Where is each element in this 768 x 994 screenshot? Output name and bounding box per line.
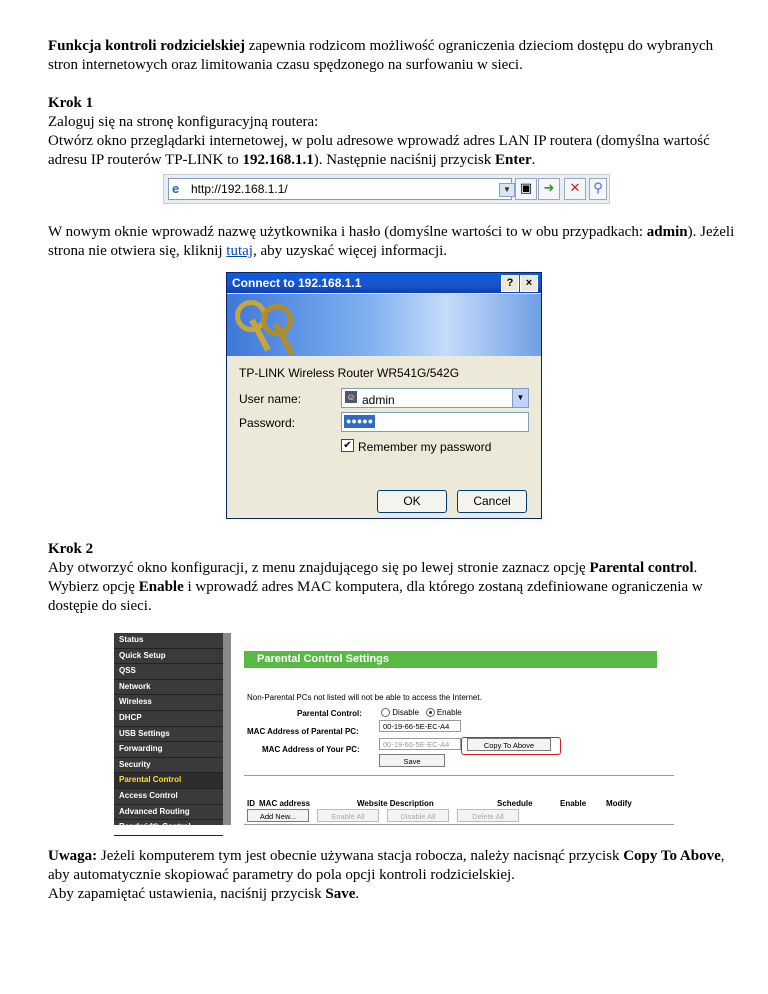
go-arrow-icon[interactable]: ➜ (538, 178, 560, 200)
help-link[interactable]: tutaj (226, 243, 253, 259)
divider (244, 775, 674, 776)
disable-label: Disable (392, 708, 419, 717)
address-field[interactable] (168, 178, 512, 200)
search-icon[interactable]: ⚲ (589, 178, 607, 200)
menu-item-security[interactable]: Security (114, 758, 223, 774)
step1-heading: Krok 1 (48, 95, 94, 111)
step1-ip: 192.168.1.1 (242, 152, 314, 168)
password-label: Password: (239, 416, 296, 430)
menu-item-network[interactable]: Network (114, 680, 223, 696)
ok-button[interactable]: OK (377, 490, 447, 513)
step1-line2a: Otwórz okno przeglądarki internetowej, w polu adresowe wprowadź adres LAN IP routera (domyślna wartość adresu IP routerów TP-LINK to (48, 133, 710, 168)
mac-parent-label: MAC Address of Parental PC: (247, 727, 359, 736)
step1-line2c: . (531, 152, 536, 168)
col-website-description: Website Description (357, 799, 434, 808)
disable-all-button: Disable All (387, 809, 449, 822)
router-menu (114, 633, 223, 832)
menu-item-quick-setup[interactable]: Quick Setup (114, 649, 223, 665)
note-save: Save (325, 886, 356, 902)
menu-item-qss[interactable]: QSS (114, 664, 223, 680)
username-field[interactable] (341, 388, 529, 408)
col-id: ID (247, 799, 255, 808)
browser-address-bar (163, 174, 610, 204)
col-mac-address: MAC address (259, 799, 311, 808)
close-icon[interactable]: × (520, 275, 538, 292)
col-modify: Modify (606, 799, 632, 808)
login-admin: admin (646, 224, 688, 240)
cancel-button[interactable]: Cancel (457, 490, 527, 513)
menu-item-usb-settings[interactable]: USB Settings (114, 727, 223, 743)
menu-item-bandwidth-control[interactable]: Bandwidth Control (114, 820, 223, 836)
intro-text: zapewnia rodzicom możliwość ograniczenia dzieciom dostępu do wybranych stron internetowych oraz limitowania czasu spędzonego na surfowaniu w sieci. (48, 38, 714, 73)
user-icon: ☺ (346, 392, 356, 402)
note-text-b: , aby automatycznie skopiować parametry do pola opcji kontroli rodzicielskiej. (48, 848, 725, 883)
step2-parental: Parental control (589, 560, 694, 576)
note-text-d: . (355, 886, 360, 902)
step2-text-b: . Wybierz opcję (48, 560, 698, 595)
address-url: http://192.168.1.1/ (191, 182, 288, 196)
step2-enable: Enable (138, 579, 184, 595)
col-enable: Enable (560, 799, 587, 808)
realm-text: TP-LINK Wireless Router WR541G/542G (239, 366, 460, 380)
step1-enter: Enter (495, 152, 532, 168)
keys-banner-image (227, 294, 541, 356)
compatibility-view-icon[interactable]: ▣ (515, 178, 537, 200)
col-schedule: Schedule (497, 799, 533, 808)
enable-radio[interactable] (426, 708, 435, 717)
bottom-divider (244, 824, 674, 825)
menu-item-advanced-routing[interactable]: Advanced Routing (114, 805, 223, 821)
delete-all-button: Delete All (457, 809, 519, 822)
enable-all-button: Enable All (317, 809, 379, 822)
intro-paragraph (48, 37, 738, 75)
router-admin-panel (114, 633, 675, 832)
menu-item-parental-control[interactable]: Parental Control (114, 773, 223, 789)
password-field[interactable] (341, 412, 529, 432)
note-paragraph (48, 847, 738, 904)
mac-your-label: MAC Address of Your PC: (262, 745, 360, 754)
step2-text-c: i wprowadź adres MAC komputera, dla którego zostaną zdefiniowane ograniczenia w dostępie do sieci. (48, 579, 703, 614)
mac-parent-input[interactable]: 00-19-66-5E-EC-A4 (379, 720, 461, 732)
step1-section (48, 94, 738, 170)
remember-checkbox[interactable]: ✔ (341, 439, 354, 452)
note-text-a: Jeżeli komputerem tym jest obecnie używana stacja robocza, należy nacisnąć przycisk (97, 848, 624, 864)
menu-item-status[interactable]: Status (114, 633, 223, 649)
login-text-a: W nowym oknie wprowadź nazwę użytkownika i hasło (domyślne wartości to w obu przypadkach: (48, 224, 647, 240)
copy-to-above-button[interactable]: Copy To Above (467, 738, 551, 751)
dialog-title: Connect to 192.168.1.1 (232, 276, 362, 290)
step2-section (48, 540, 738, 616)
username-label: User name: (239, 392, 302, 406)
chevron-down-icon[interactable]: ▼ (512, 389, 528, 407)
remember-label: Remember my password (358, 440, 492, 454)
mac-your-input: 00-19-66-5E-EC-A4 (379, 738, 461, 750)
parental-control-label: Parental Control: (297, 709, 362, 718)
menu-separator (223, 633, 231, 825)
menu-item-access-control[interactable]: Access Control (114, 789, 223, 805)
panel-title: Parental Control Settings (244, 651, 657, 668)
menu-item-forwarding[interactable]: Forwarding (114, 742, 223, 758)
step2-heading: Krok 2 (48, 541, 94, 557)
login-dialog (226, 272, 542, 519)
help-icon[interactable]: ? (501, 275, 519, 292)
note-text-c: Aby zapamiętać ustawienia, naciśnij przycisk (48, 886, 326, 902)
highlight-box (461, 737, 561, 755)
chevron-down-icon[interactable]: ▼ (499, 183, 515, 197)
note-copy: Copy To Above (623, 848, 721, 864)
step1-line2b: ). Następnie naciśnij przycisk (313, 152, 495, 168)
username-value: admin (362, 393, 395, 407)
ie-page-icon: e (172, 181, 180, 196)
add-new-button[interactable]: Add New... (247, 809, 309, 822)
login-text-b: ). Jeżeli strona nie otwiera się, kliknij (48, 224, 735, 259)
login-paragraph (48, 223, 738, 261)
panel-note: Non-Parental PCs not listed will not be able to access the Internet. (247, 693, 482, 702)
menu-item-wireless[interactable]: Wireless (114, 695, 223, 711)
stop-icon[interactable]: ✕ (564, 178, 586, 200)
save-button[interactable]: Save (379, 754, 445, 767)
enable-label: Enable (436, 708, 462, 717)
step1-line1: Zaloguj się na stronę konfiguracyjną routera: (48, 114, 319, 130)
intro-bold: Funkcja kontroli rodzicielskiej (48, 38, 245, 54)
login-text-c: , aby uzyskać więcej informacji. (252, 243, 448, 259)
menu-item-dhcp[interactable]: DHCP (114, 711, 223, 727)
step2-text-a: Aby otworzyć okno konfiguracji, z menu znajdującego się po lewej stronie zaznacz opcję (48, 560, 590, 576)
password-value: ●●●●● (346, 416, 374, 426)
note-label: Uwaga: (48, 848, 98, 864)
disable-radio[interactable] (381, 708, 390, 717)
dialog-titlebar (227, 273, 541, 293)
